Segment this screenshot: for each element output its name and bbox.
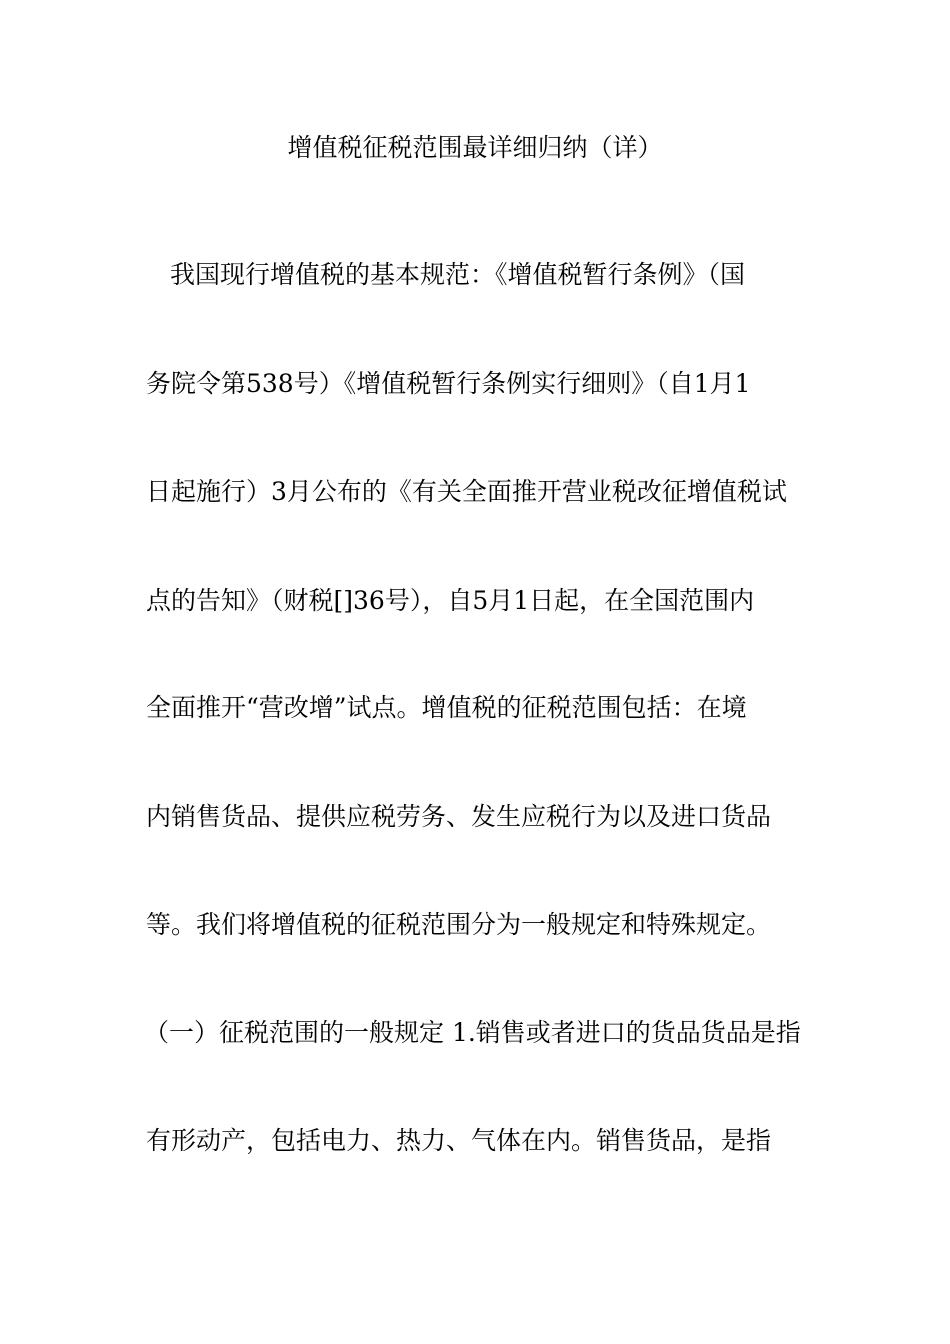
body-line: （一）征税范围的一般规定 1.销售或者进口的货品货品是指 [144,1018,801,1047]
body-line: 务院令第538号）《增值税暂行条例实行细则》（自1月1 [146,369,751,398]
body-line: 有形动产，包括电力、热力、气体在内。销售货品，是指 [146,1126,772,1155]
body-line: 日起施行）3月公布的《有关全面推开营业税改征增值税试 [146,477,787,506]
body-line: 我国现行增值税的基本规范：《增值税暂行条例》（国 [170,260,746,289]
body-line: 内销售货品、提供应税劳务、发生应税行为以及进口货品 [146,802,772,831]
body-line: 等。我们将增值税的征税范围分为一般规定和特殊规定。 [146,910,772,939]
body-line: 点的告知》（财税[]36号），自5月1日起，在全国范围内 [146,586,755,615]
document-title: 增值税征税范围最详细归纳（详） [287,133,663,162]
body-line: 全面推开“营改增”试点。增值税的征税范围包括：在境 [146,693,747,722]
